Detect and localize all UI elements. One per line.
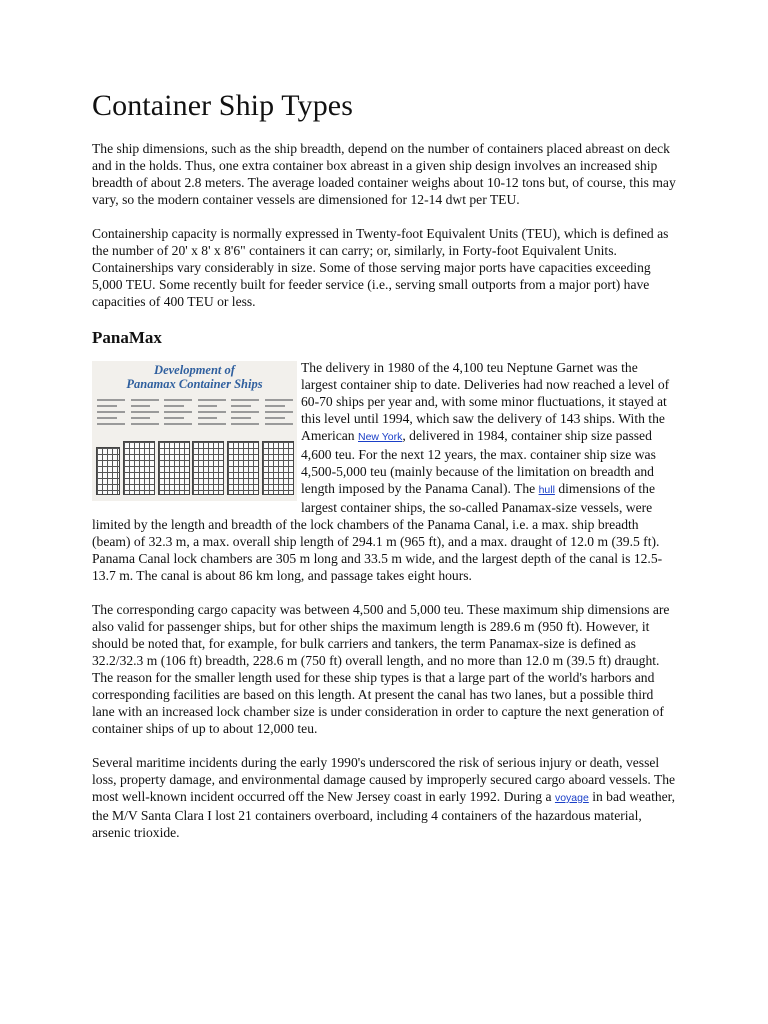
intro-paragraph-1: The ship dimensions, such as the ship breadth, depend on the number of containers placed abreast on deck and in the holds. Thus, one extra container box abreast in a given ship design involves an increased ship breadth of about 2.8 meters. The average loaded container weighs about 10-12 tons but, of course, this may vary, so the modern container vessels are dimensioned for 12-14 dwt per TEU. [92, 141, 676, 207]
hull-section-drawing [123, 441, 155, 495]
panamax-development-figure [92, 361, 297, 501]
panamax-text-2: , delivered in 1984, container ship size passed 4,600 teu. For the next 12 years, the max. container ship size was 4,500-5,000 teu (mainly because of the limitation on breadth and length imposed by the Panama Canal). The [301, 428, 656, 496]
figure-spec-column [164, 399, 192, 429]
article [92, 86, 676, 858]
figure-spec-column [231, 399, 259, 429]
incident-text-2: in bad weather, the M/V Santa Clara I lost 21 containers overboard, including 4 containers of the hazardous material, arsenic trioxide. [92, 789, 676, 840]
figure-spec-columns [97, 399, 293, 429]
panamax-text-1: The delivery in 1980 of the 4,100 teu Neptune Garnet was the largest container ship to date. Deliveries had now reached a level of 60-70 ships per year and, with some minor fluctuations, it stayed at this level until 1994, which saw the delivery of 143 ships. With the American [301, 360, 670, 443]
figure-spec-column [265, 399, 293, 429]
intro-paragraph-2: Containership capacity is normally expressed in Twenty-foot Equivalent Units (TEU), which is defined as the number of 20' x 8' x 8'6" containers it can carry; or, similarly, in Forty-foot Equivalent Units. Containerships vary considerably in size. Some of those serving major ports have capacities exceeding 5,000 TEU. Some recently built for feeder service (i.e., serving small outports from a major port) have capacities of 400 TEU or less. [92, 226, 669, 309]
figure-title-line-2: Panamax Container Ships [126, 377, 263, 391]
figure-title-line-1: Development of [154, 363, 235, 377]
figure-title [92, 363, 297, 391]
panamax-text-3: dimensions of the largest container ships, the so-called Panamax-size vessels, were limited by the length and breadth of the lock chambers of the Panama Canal, i.e. a max. ship breadth (beam) of 32.3 m, a max. overall ship length of 294.1 m (965 ft), and a max. draught of 12.0 m (39.5 ft). Panama Canal lock chambers are 305 m long and 33.5 m wide, and the largest depth of the canal is 12.5-13.7 m. The canal is about 86 km long, and passage takes eight hours. [92, 481, 663, 583]
figure-spec-column [198, 399, 226, 429]
figure-spec-column [131, 399, 159, 429]
incident-paragraph [92, 754, 676, 841]
hull-section-drawing [192, 441, 224, 495]
incident-text-1: Several maritime incidents during the early 1990's underscored the risk of serious injury or death, vessel loss, property damage, and environmental damage caused by improperly secured cargo aboard vessels. The most well-known incident occurred off the New Jersey coast in early 1992. During a [92, 755, 676, 804]
hull-section-drawing [158, 441, 190, 495]
hull-link[interactable]: hull [538, 484, 555, 496]
section-heading-panamax: PanaMax [92, 328, 162, 347]
cargo-capacity-paragraph: The corresponding cargo capacity was between 4,500 and 5,000 teu. These maximum ship dimensions are also valid for passenger ships, but for other ships the maximum length is 289.6 m (950 ft). However, it should be noted that, for example, for bulk carriers and tankers, the term Panamax-size is defined as 32.2/32.3 m (106 ft) breadth, 228.6 m (750 ft) overall length, and no more than 12.0 m (39.5 ft) draught. The reason for the smaller length used for these ship types is that a large part of the world's harbors and corresponding facilities are based on this length. At present the canal has two lanes, but a possible third lane with an increased lock chamber size is under consideration in order to capture the next generation of container ships of up to about 12,000 teu. [92, 602, 670, 736]
figure-hull-sections [96, 441, 294, 497]
hull-section-drawing [262, 441, 294, 495]
hull-section-drawing [96, 447, 120, 495]
new-york-link[interactable]: New York [358, 431, 403, 443]
page-title: Container Ship Types [92, 89, 353, 122]
hull-section-drawing [227, 441, 259, 495]
figure-spec-column [97, 399, 125, 429]
voyage-link[interactable]: voyage [554, 792, 589, 804]
